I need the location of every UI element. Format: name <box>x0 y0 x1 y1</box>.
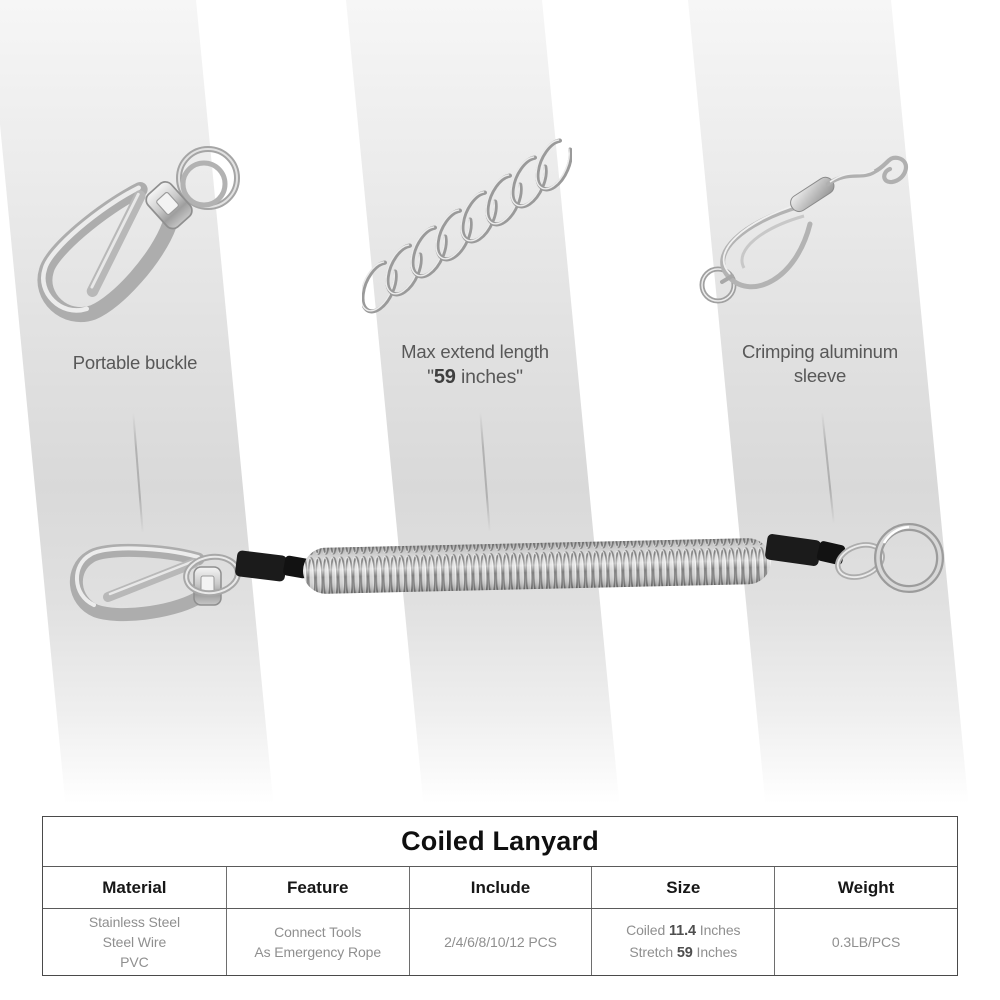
callout-crimping-sleeve <box>708 340 932 388</box>
crimp-sleeve-drawing <box>702 158 906 301</box>
header-cell-material: Material <box>102 878 167 897</box>
sleeve-detail-image <box>692 128 937 328</box>
black-sleeve-drawing <box>764 533 845 566</box>
callout-label-line1: Max extend length <box>401 341 549 362</box>
table-body-row <box>43 908 957 975</box>
header-cell-feature: Feature <box>226 867 409 908</box>
header-cell-include: Include <box>409 867 592 908</box>
table-header-row <box>43 866 957 908</box>
lanyard-product-image <box>60 505 955 630</box>
callout-label: Portable buckle <box>72 352 198 373</box>
snap-hook-drawing <box>28 163 203 331</box>
keyring-drawing <box>878 527 940 589</box>
table-title: Coiled Lanyard <box>401 826 599 856</box>
header-cell-size: Size <box>591 867 774 908</box>
callout-portable-buckle <box>25 351 245 375</box>
callout-label-line1: Crimping aluminum <box>742 341 898 362</box>
cell-weight: 0.3LB/PCS <box>774 909 957 975</box>
background-band-middle <box>346 0 620 812</box>
background-band-right <box>688 0 969 812</box>
spec-table <box>42 816 958 976</box>
callout-label-line2: sleeve <box>793 365 847 387</box>
spring-loop-drawing <box>362 136 572 316</box>
buckle-detail-image <box>28 132 263 337</box>
cell-size: Coiled 11.4 Inches Stretch 59 Inches <box>591 909 774 975</box>
cell-material: Stainless Steel Steel Wire PVC <box>88 913 180 971</box>
coil-drawing <box>303 538 772 595</box>
keyring-drawing <box>179 149 237 207</box>
callout-max-extend <box>370 340 580 390</box>
header-cell-weight: Weight <box>774 867 957 908</box>
callout-label-line2: "59 inches" <box>427 366 523 389</box>
background-band-left <box>0 0 274 812</box>
cell-feature: Connect Tools As Emergency Rope <box>226 909 409 975</box>
coil-detail-image <box>362 128 572 323</box>
cell-include: 2/4/6/8/10/12 PCS <box>409 909 592 975</box>
